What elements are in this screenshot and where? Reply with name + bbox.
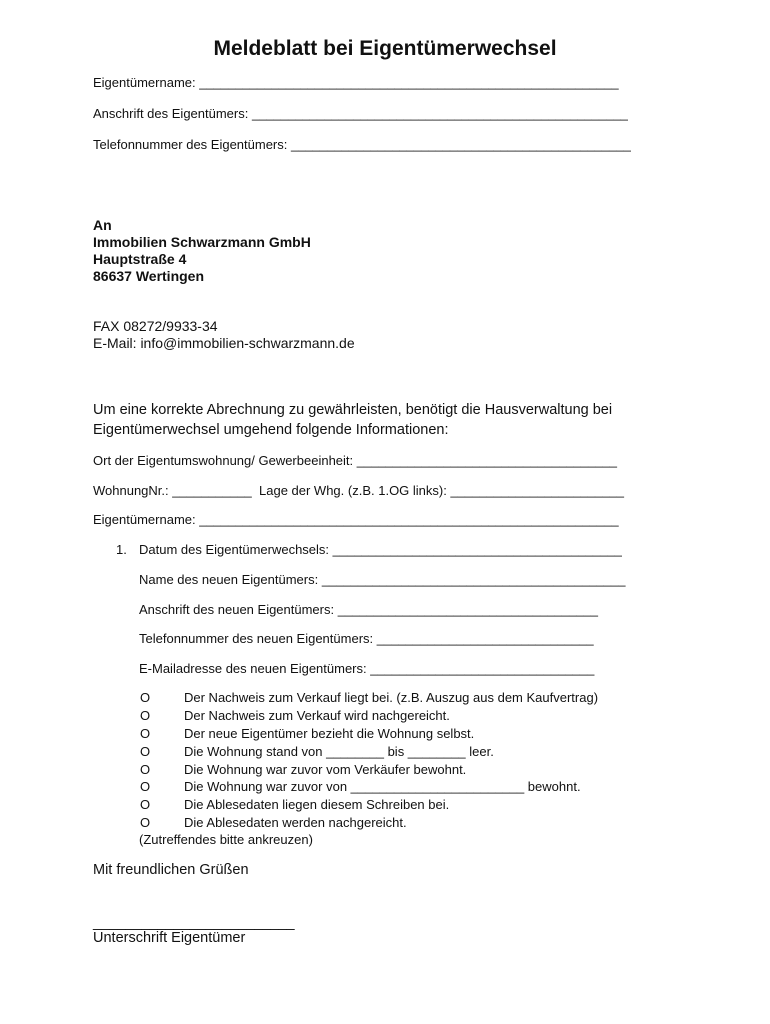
option-label-5: Die Wohnung war zuvor vom Verkäufer bewohnt. xyxy=(184,762,467,777)
owner-name-field[interactable]: Eigentümername: __________________________________________________________ xyxy=(93,75,619,90)
signature-label: Unterschrift Eigentümer xyxy=(93,930,246,946)
checkbox-6[interactable]: O xyxy=(140,779,151,794)
recipient-city: 86637 Wertingen xyxy=(93,268,205,284)
checkbox-1[interactable]: O xyxy=(140,690,151,705)
recipient-an: An xyxy=(93,217,112,233)
option-label-2: Der Nachweis zum Verkauf wird nachgereicht. xyxy=(184,708,450,723)
contact-fax: FAX 08272/9933-34 xyxy=(93,318,218,334)
checkbox-4[interactable]: O xyxy=(140,744,151,759)
location-field[interactable]: Ort der Eigentumswohnung/ Gewerbeeinheit: ____________________________________ xyxy=(93,453,618,468)
option-label-8: Die Ablesedaten werden nachgereicht. xyxy=(184,815,407,830)
change-date-field[interactable]: Datum des Eigentümerwechsels: ________________________________________ xyxy=(139,542,622,557)
checkbox-7[interactable]: O xyxy=(140,797,151,812)
recipient-company: Immobilien Schwarzmann GmbH xyxy=(93,234,311,250)
owner-name-field-2[interactable]: Eigentümername: __________________________________________________________ xyxy=(93,512,619,527)
new-owner-name-field[interactable]: Name des neuen Eigentümers: __________________________________________ xyxy=(139,572,626,587)
document-title: Meldeblatt bei Eigentümerwechsel xyxy=(213,37,557,60)
option-label-3: Der neue Eigentümer bezieht die Wohnung selbst. xyxy=(184,726,475,741)
option-label-7: Die Ablesedaten liegen diesem Schreiben bei. xyxy=(184,797,450,812)
checkbox-8[interactable]: O xyxy=(140,815,151,830)
options-note: (Zutreffendes bitte ankreuzen) xyxy=(139,832,313,847)
apartment-field[interactable]: WohnungNr.: ___________ Lage der Whg. (z.B. 1.OG links): ________________________ xyxy=(93,483,624,498)
new-owner-address-field[interactable]: Anschrift des neuen Eigentümers: ____________________________________ xyxy=(139,602,598,617)
checkbox-5[interactable]: O xyxy=(140,762,151,777)
recipient-street: Hauptstraße 4 xyxy=(93,251,187,267)
new-owner-email-field[interactable]: E-Mailadresse des neuen Eigentümers: _______________________________ xyxy=(139,661,595,676)
contact-email: E-Mail: info@immobilien-schwarzmann.de xyxy=(93,335,355,351)
closing-greeting: Mit freundlichen Grüßen xyxy=(93,862,249,878)
new-owner-phone-field[interactable]: Telefonnummer des neuen Eigentümers: ______________________________ xyxy=(139,631,594,646)
owner-address-field[interactable]: Anschrift des Eigentümers: ____________________________________________________ xyxy=(93,106,628,121)
option-label-1: Der Nachweis zum Verkauf liegt bei. (z.B. Auszug aus dem Kaufvertrag) xyxy=(184,690,599,705)
checkbox-2[interactable]: O xyxy=(140,708,151,723)
option-label-6: Die Wohnung war zuvor von ________________________ bewohnt. xyxy=(184,779,581,794)
list-number: 1. xyxy=(116,542,127,557)
option-label-4: Die Wohnung stand von ________ bis ________ leer. xyxy=(184,744,494,759)
signature-line[interactable]: _________________________ xyxy=(93,915,295,931)
checkbox-3[interactable]: O xyxy=(140,726,151,741)
owner-phone-field[interactable]: Telefonnummer des Eigentümers: _______________________________________________ xyxy=(93,137,631,152)
intro-line-2: Eigentümerwechsel umgehend folgende Informationen: xyxy=(93,422,449,438)
intro-line-1: Um eine korrekte Abrechnung zu gewährleisten, benötigt die Hausverwaltung bei xyxy=(93,402,613,418)
